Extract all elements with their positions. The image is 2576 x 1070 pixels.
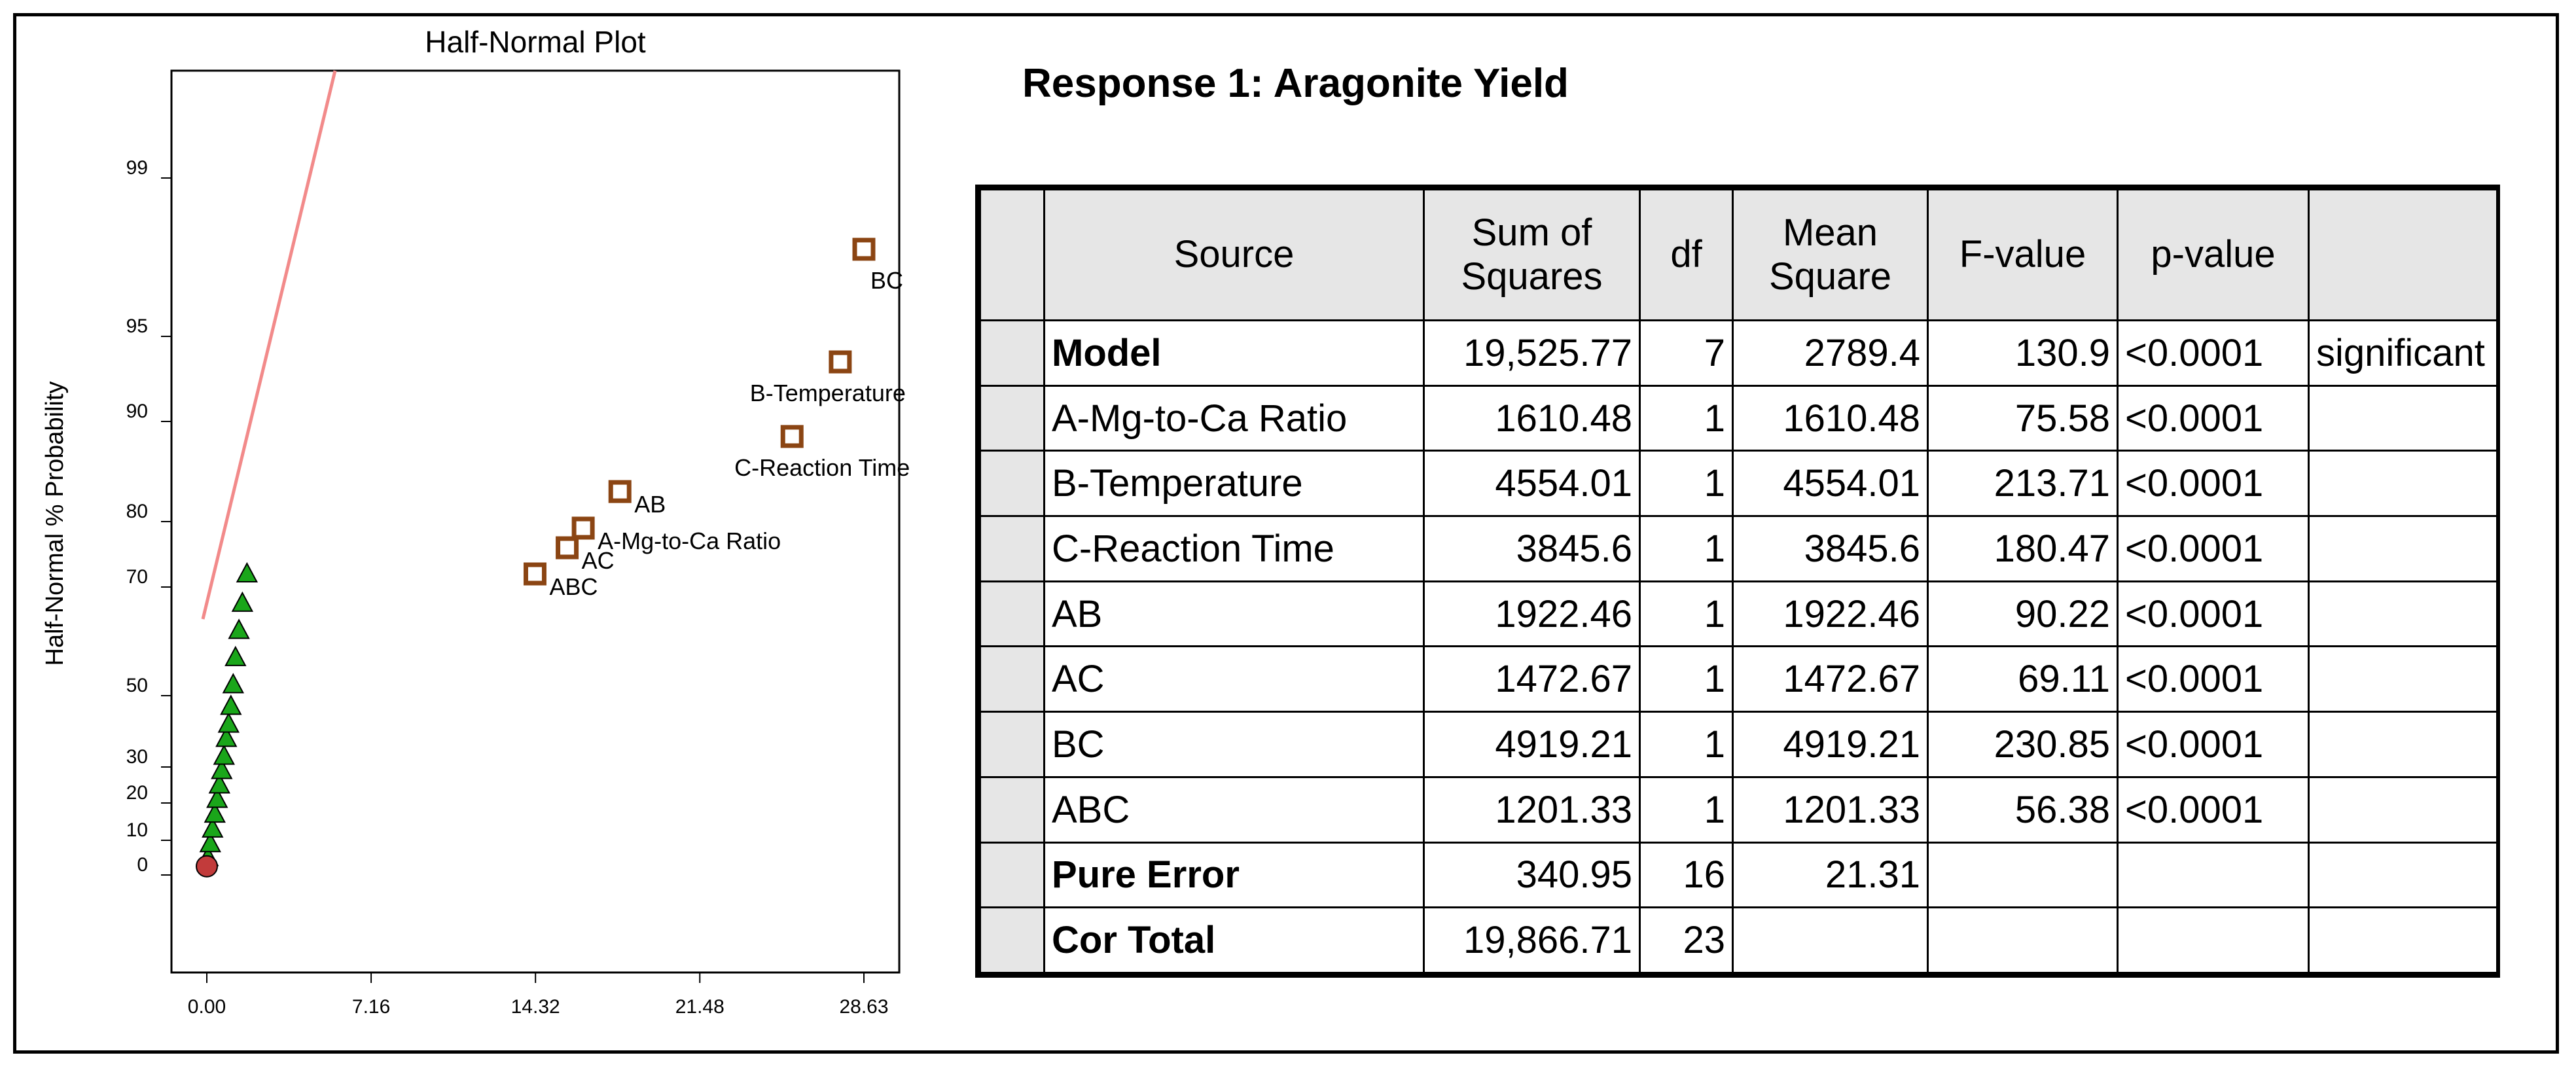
cell-p-value: <0.0001: [2118, 451, 2309, 516]
plot-area: [171, 71, 899, 972]
y-tick-label: 99: [126, 157, 148, 179]
cell-mean-square: 1610.48: [1733, 385, 1928, 451]
triangle-point: [232, 593, 252, 611]
cell-sum-of-squares: 1922.46: [1424, 581, 1640, 647]
table-row: [980, 712, 2497, 777]
cell-mean-square: 2789.4: [1733, 321, 1928, 386]
cell-f-value: [1928, 842, 2118, 908]
square-point: [526, 565, 544, 583]
cell-f-value: 213.71: [1928, 451, 2118, 516]
row-selector: [980, 712, 1045, 777]
cell-note: [2309, 581, 2497, 647]
cell-p-value: <0.0001: [2118, 777, 2309, 842]
triangle-point: [226, 647, 245, 666]
triangle-point: [223, 674, 243, 692]
triangle-point: [214, 746, 234, 764]
cell-sum-of-squares: 4554.01: [1424, 451, 1640, 516]
point-label: ABC: [549, 573, 598, 600]
cell-mean-square: [1733, 908, 1928, 973]
table-row: [980, 516, 2497, 582]
cell-df: 1: [1640, 385, 1733, 451]
cell-note: [2309, 516, 2497, 582]
cell-mean-square: 4919.21: [1733, 712, 1928, 777]
cell-df: 7: [1640, 321, 1733, 386]
cell-df: 23: [1640, 908, 1733, 973]
cell-note: [2309, 908, 2497, 973]
cell-df: 1: [1640, 516, 1733, 582]
cell-sum-of-squares: 3845.6: [1424, 516, 1640, 582]
cell-source: ABC: [1045, 777, 1424, 842]
table-row: [980, 908, 2497, 973]
cell-f-value: 75.58: [1928, 385, 2118, 451]
y-tick-label: 0: [137, 854, 148, 876]
cell-df: 1: [1640, 647, 1733, 712]
square-point: [783, 427, 801, 446]
cell-f-value: 230.85: [1928, 712, 2118, 777]
y-tick-label: 30: [126, 746, 148, 768]
cell-source: BC: [1045, 712, 1424, 777]
point-label: BC: [870, 266, 904, 294]
y-tick-label: 90: [126, 401, 148, 422]
header-p-value: p-value: [2118, 190, 2309, 321]
cell-p-value: <0.0001: [2118, 321, 2309, 386]
header-sum-of-squares: [1424, 190, 1640, 321]
row-selector: [980, 908, 1045, 973]
response-title: Response 1: Aragonite Yield: [1022, 61, 1569, 106]
y-axis-ticks: [126, 157, 171, 876]
cell-df: 1: [1640, 777, 1733, 842]
table-row: [980, 581, 2497, 647]
cell-f-value: 90.22: [1928, 581, 2118, 647]
cell-df: 1: [1640, 712, 1733, 777]
cell-sum-of-squares: 19,525.77: [1424, 321, 1640, 386]
table-body: [980, 321, 2497, 973]
square-point: [611, 482, 629, 501]
header-df: df: [1640, 190, 1733, 321]
point-label: AC: [581, 547, 615, 574]
x-tick-label: 0.00: [187, 996, 226, 1018]
cell-source: Pure Error: [1045, 842, 1424, 908]
anova-table-container: [975, 185, 2500, 978]
cell-p-value: <0.0001: [2118, 516, 2309, 582]
table-row: [980, 842, 2497, 908]
anova-table: [979, 188, 2498, 974]
y-tick-label: 70: [126, 566, 148, 588]
header-ms-line1: Mean: [1782, 211, 1878, 254]
reference-line: [203, 71, 335, 619]
header-note: [2309, 190, 2497, 321]
header-mean-square: [1733, 190, 1928, 321]
cell-source: Model: [1045, 321, 1424, 386]
cell-note: [2309, 842, 2497, 908]
table-header-row: [980, 190, 2497, 321]
cell-mean-square: 1922.46: [1733, 581, 1928, 647]
cell-source: A-Mg-to-Ca Ratio: [1045, 385, 1424, 451]
y-tick-label: 50: [126, 675, 148, 696]
point-labels: [549, 267, 910, 600]
cell-f-value: [1928, 908, 2118, 973]
triangle-point: [237, 563, 257, 582]
row-selector: [980, 842, 1045, 908]
y-tick-label: 80: [126, 501, 148, 522]
cell-note: [2309, 712, 2497, 777]
cell-mean-square: 1472.67: [1733, 647, 1928, 712]
row-selector: [980, 777, 1045, 842]
cell-p-value: [2118, 842, 2309, 908]
row-selector: [980, 451, 1045, 516]
cell-mean-square: 3845.6: [1733, 516, 1928, 582]
cell-source: AB: [1045, 581, 1424, 647]
cell-p-value: <0.0001: [2118, 712, 2309, 777]
square-point: [831, 353, 850, 371]
header-f-value: F-value: [1928, 190, 2118, 321]
cell-sum-of-squares: 1201.33: [1424, 777, 1640, 842]
cell-note: significant: [2309, 321, 2497, 386]
header-ss-line1: Sum of: [1471, 211, 1592, 254]
square-point: [558, 539, 577, 557]
cell-note: [2309, 451, 2497, 516]
cell-sum-of-squares: 340.95: [1424, 842, 1640, 908]
triangle-point: [219, 714, 238, 732]
table-row: [980, 647, 2497, 712]
reference-line-path: [203, 71, 335, 619]
table-row: [980, 385, 2497, 451]
row-selector: [980, 385, 1045, 451]
x-tick-label: 21.48: [675, 996, 724, 1018]
cell-mean-square: 4554.01: [1733, 451, 1928, 516]
row-selector: [980, 647, 1045, 712]
cell-note: [2309, 385, 2497, 451]
y-tick-label: 20: [126, 782, 148, 804]
data-points: [196, 240, 873, 877]
cell-p-value: [2118, 908, 2309, 973]
cell-p-value: <0.0001: [2118, 581, 2309, 647]
cell-source: Cor Total: [1045, 908, 1424, 973]
row-selector-header: [980, 190, 1045, 321]
header-source: Source: [1045, 190, 1424, 321]
cell-note: [2309, 647, 2497, 712]
row-selector: [980, 581, 1045, 647]
cell-sum-of-squares: 1472.67: [1424, 647, 1640, 712]
x-axis-ticks: [188, 972, 889, 1018]
cell-f-value: 69.11: [1928, 647, 2118, 712]
cell-mean-square: 1201.33: [1733, 777, 1928, 842]
square-point: [855, 240, 873, 259]
cell-df: 1: [1640, 581, 1733, 647]
point-label: C-Reaction Time: [734, 454, 910, 481]
cell-f-value: 180.47: [1928, 516, 2118, 582]
cell-df: 1: [1640, 451, 1733, 516]
cell-sum-of-squares: 4919.21: [1424, 712, 1640, 777]
triangle-point: [229, 620, 249, 638]
y-axis-label: Half-Normal % Probability: [41, 381, 69, 666]
cell-source: C-Reaction Time: [1045, 516, 1424, 582]
half-normal-plot: [0, 0, 969, 1070]
point-label: AB: [634, 491, 666, 518]
cell-sum-of-squares: 1610.48: [1424, 385, 1640, 451]
circle-point: [196, 856, 217, 877]
triangle-point: [221, 696, 241, 714]
x-tick-label: 14.32: [510, 996, 560, 1018]
cell-p-value: <0.0001: [2118, 385, 2309, 451]
row-selector: [980, 516, 1045, 582]
cell-note: [2309, 777, 2497, 842]
cell-f-value: 56.38: [1928, 777, 2118, 842]
cell-source: B-Temperature: [1045, 451, 1424, 516]
cell-f-value: 130.9: [1928, 321, 2118, 386]
cell-p-value: <0.0001: [2118, 647, 2309, 712]
header-ms-line2: Square: [1768, 255, 1892, 298]
table-row: [980, 321, 2497, 386]
cell-source: AC: [1045, 647, 1424, 712]
y-tick-label: 10: [126, 819, 148, 841]
x-tick-label: 28.63: [839, 996, 889, 1018]
square-point: [574, 519, 592, 537]
cell-df: 16: [1640, 842, 1733, 908]
x-tick-label: 7.16: [351, 996, 391, 1018]
row-selector: [980, 321, 1045, 386]
plot-title: Half-Normal Plot: [425, 25, 646, 59]
table-row: [980, 451, 2497, 516]
point-label: A-Mg-to-Ca Ratio: [598, 527, 781, 554]
point-label: B-Temperature: [749, 380, 906, 406]
cell-mean-square: 21.31: [1733, 842, 1928, 908]
y-tick-label: 95: [126, 315, 148, 337]
table-row: [980, 777, 2497, 842]
cell-sum-of-squares: 19,866.71: [1424, 908, 1640, 973]
header-ss-line2: Squares: [1461, 255, 1603, 298]
